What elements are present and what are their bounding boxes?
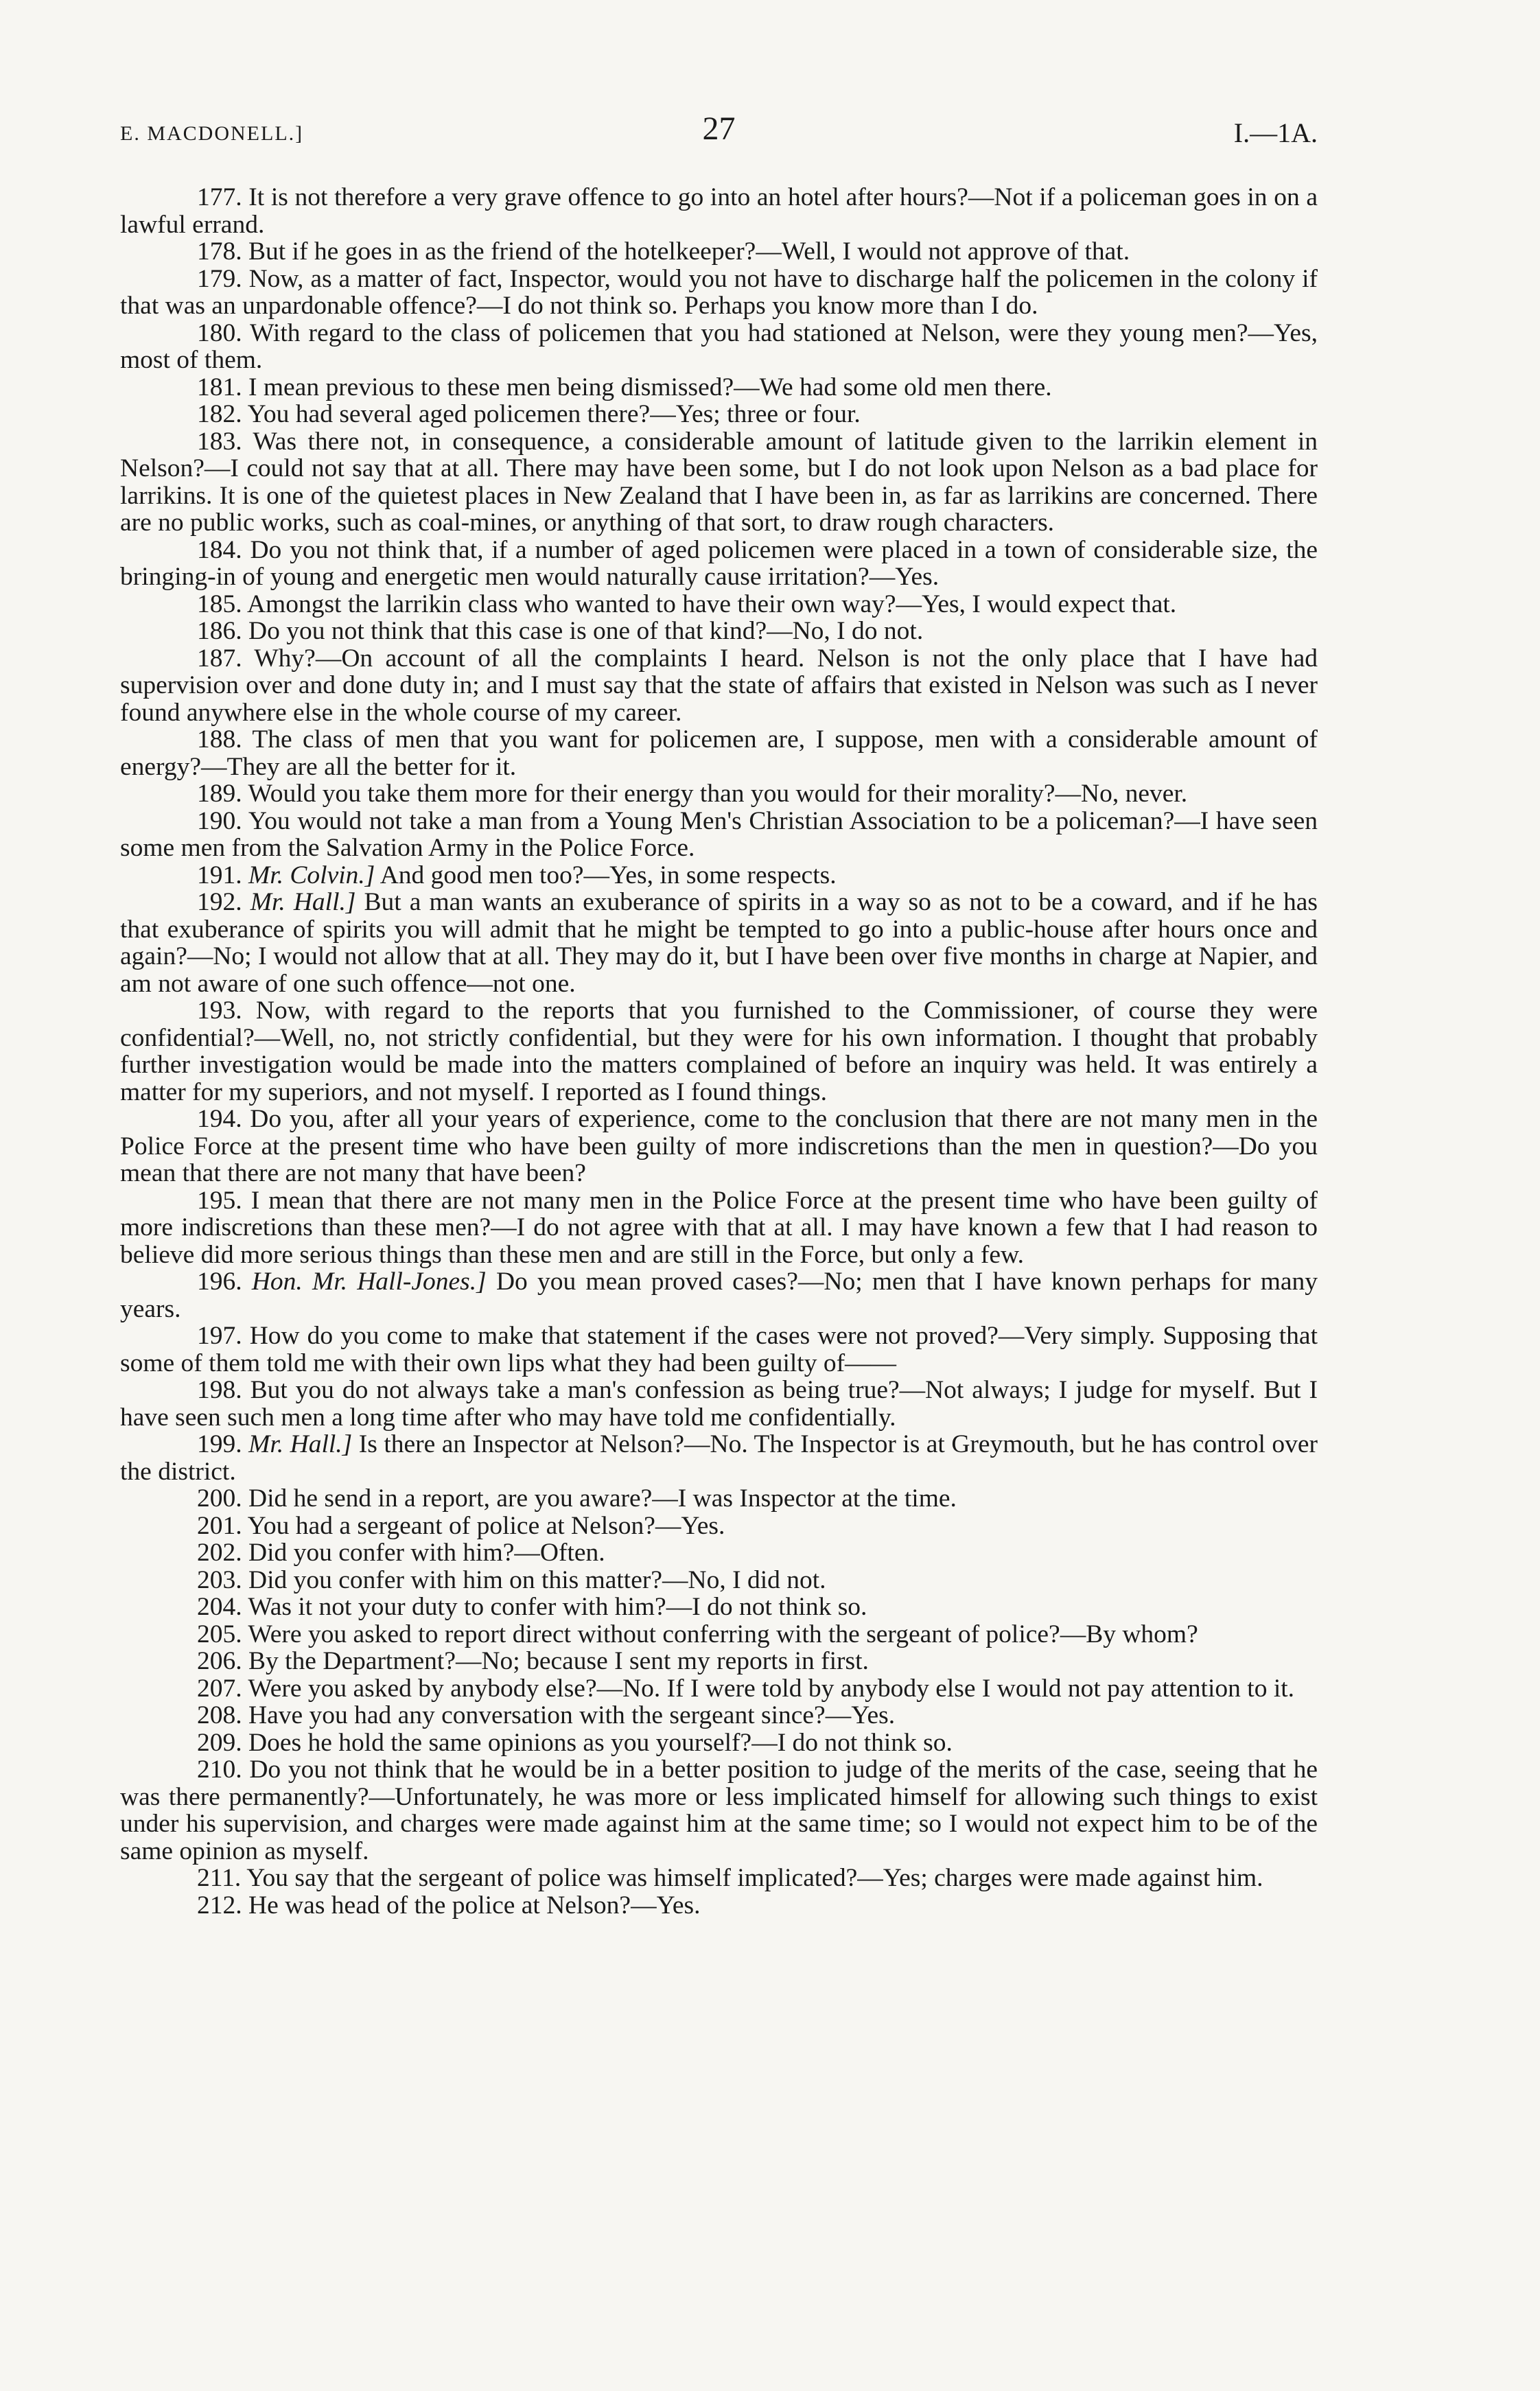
question-answer-text: Did you confer with him?—Often. — [248, 1539, 605, 1567]
question-number: 203. — [197, 1565, 242, 1594]
question-answer-text: But if he goes in as the friend of the hotelkeeper?—Well, I would not approve of that. — [248, 237, 1130, 266]
question-answer-text: You had several aged policemen there?—Yes; three or four. — [247, 400, 861, 428]
transcript-paragraph — [120, 1702, 1318, 1729]
question-answer-text: Do you not think that he would be in a better position to judge of the merits of the case, seeing that he was there permanently?—Unfortunately, he was more or less implicated himself for allowing such things to exist under his supervision, and charges were made against him at the same time; so I would not expect him to be of the same opinion as myself. — [120, 1756, 1318, 1865]
transcript-paragraph — [120, 1539, 1318, 1567]
question-answer-text: But you do not always take a man's confession as being true?—Not always; I judge for myself. But I have seen such men a long time after who may have told me confidentially. — [120, 1376, 1318, 1432]
question-number: 212. — [197, 1891, 242, 1920]
question-number: 201. — [197, 1511, 242, 1540]
question-answer-text: Do you not think that this case is one of that kind?—No, I do not. — [248, 617, 924, 645]
transcript-paragraph — [120, 1567, 1318, 1594]
question-answer-text: Have you had any conversation with the sergeant since?—Yes. — [248, 1701, 896, 1729]
question-number: 207. — [197, 1674, 242, 1703]
question-answer-text: With regard to the class of policemen that you had stationed at Nelson, were they young men?—Yes, most of them. — [120, 318, 1318, 374]
speaker-name: Mr. Hall.] — [248, 1430, 353, 1458]
question-number: 186. — [197, 617, 242, 645]
page-header — [120, 110, 1318, 158]
question-number: 183. — [197, 427, 242, 456]
question-answer-text: Do you, after all your years of experience, come to the conclusion that there are not many men in the Police Force at the present time who have been guilty of more indiscretions than the men in question?—Do you mean that there are not many that have been? — [120, 1105, 1318, 1187]
transcript-paragraph — [120, 184, 1318, 238]
question-number: 200. — [197, 1484, 242, 1513]
question-number: 188. — [197, 725, 242, 754]
transcript-paragraph — [120, 1431, 1318, 1485]
speaker-name: Mr. Colvin.] — [248, 861, 375, 889]
question-number: 191. — [197, 861, 242, 889]
speaker-name: Mr. Hall.] — [250, 888, 356, 916]
transcript-paragraph — [120, 238, 1318, 266]
question-number: 204. — [197, 1593, 242, 1621]
page-number: 27 — [702, 110, 736, 147]
question-number: 199. — [197, 1430, 242, 1458]
question-number: 206. — [197, 1647, 242, 1675]
transcript-paragraph — [120, 645, 1318, 727]
question-answer-text: You say that the sergeant of police was himself implicated?—Yes; charges were made against him. — [246, 1864, 1263, 1892]
question-answer-text: Were you asked to report direct without conferring with the sergeant of police?—By whom? — [248, 1620, 1198, 1648]
question-answer-text: I mean that there are not many men in the Police Force at the present time who have been guilty of more indiscretions than these men?—I do not agree with that at all. I may have known a few that I had reason to believe did more serious things than these men and are still in the Force, but only a few. — [120, 1186, 1318, 1269]
transcript-paragraph — [120, 1892, 1318, 1920]
question-answer-text: How do you come to make that statement if the cases were not proved?—Very simply. Supposing that some of them told me with their own lips what they had been guilty of—— — [120, 1322, 1318, 1377]
speaker-name: Hon. Mr. Hall-Jones.] — [251, 1268, 487, 1296]
transcript-paragraph — [120, 374, 1318, 401]
question-answer-text: Was it not your duty to confer with him?—I do not think so. — [248, 1593, 867, 1621]
transcript-paragraph — [120, 1377, 1318, 1431]
question-number: 202. — [197, 1539, 242, 1567]
question-number: 193. — [197, 996, 242, 1025]
question-answer-text: Does he hold the same opinions as you yourself?—I do not think so. — [248, 1728, 953, 1757]
question-answer-text: Was there not, in consequence, a considerable amount of latitude given to the larrikin element in Nelson?—I could not say that at all. There may have been some, but I do not look upon Nelson as a bad place for larrikins. It is one of the quietest places in New Zealand that I have been in, as far as larrikins are concerned. There are no public works, such as coal-mines, or anything of that sort, to draw rough characters. — [120, 427, 1318, 537]
question-number: 189. — [197, 780, 242, 808]
transcript-paragraph — [120, 862, 1318, 889]
transcript-paragraph — [120, 1594, 1318, 1621]
question-number: 194. — [197, 1105, 242, 1133]
question-answer-text: Is there an Inspector at Nelson?—No. The Inspector is at Greymouth, but he has control over the district. — [120, 1430, 1318, 1486]
transcript-paragraph — [120, 1865, 1318, 1892]
question-answer-text: Why?—On account of all the complaints I heard. Nelson is not the only place that I have had supervision over and done duty in; and I must say that the state of affairs that existed in Nelson was such as I never found anywhere else in the whole course of my career. — [120, 644, 1318, 727]
question-answer-text: I mean previous to these men being dismissed?—We had some old men there. — [248, 373, 1052, 401]
question-number: 178. — [197, 237, 242, 266]
question-number: 209. — [197, 1728, 242, 1757]
transcript-paragraph — [120, 401, 1318, 428]
question-answer-text: Were you asked by anybody else?—No. If I were told by anybody else I would not pay attention to it. — [248, 1674, 1295, 1703]
question-answer-text: Would you take them more for their energy than you would for their morality?—No, never. — [248, 780, 1188, 808]
transcript-paragraph — [120, 1106, 1318, 1187]
transcript-paragraph — [120, 1322, 1318, 1377]
question-number: 196. — [197, 1268, 242, 1296]
transcript-paragraph — [120, 1648, 1318, 1675]
transcript-paragraph — [120, 997, 1318, 1106]
question-number: 208. — [197, 1701, 242, 1729]
question-answer-text: Now, with regard to the reports that you furnished to the Commissioner, of course they were confidential?—Well, no, not strictly confidential, but they were for his own information. I thought that probably further investigation would be made into the matters complained of before an inquiry was held. It was entirely a matter for my superiors, and not myself. I reported as I found things. — [120, 996, 1318, 1106]
question-answer-text: By the Department?—No; because I sent my reports in first. — [248, 1647, 869, 1675]
transcript-paragraph — [120, 428, 1318, 537]
transcript-paragraph — [120, 1675, 1318, 1703]
question-answer-text: It is not therefore a very grave offence to go into an hotel after hours?—Not if a policeman goes in on a lawful errand. — [120, 183, 1318, 239]
transcript-paragraph — [120, 1268, 1318, 1322]
transcript-paragraph — [120, 1187, 1318, 1269]
question-answer-text: And good men too?—Yes, in some respects. — [380, 861, 837, 889]
question-number: 198. — [197, 1376, 242, 1404]
transcript-paragraph — [120, 591, 1318, 618]
question-answer-text: Did he send in a report, are you aware?—I was Inspector at the time. — [248, 1484, 957, 1513]
transcript-paragraph — [120, 1729, 1318, 1757]
question-number: 182. — [197, 400, 242, 428]
question-number: 197. — [197, 1322, 242, 1350]
question-answer-text: Do you not think that, if a number of aged policemen were placed in a town of considerable size, the bringing-in of young and energetic men would naturally cause irritation?—Yes. — [120, 535, 1318, 591]
transcript-paragraph — [120, 537, 1318, 591]
question-number: 190. — [197, 806, 242, 835]
question-number: 192. — [197, 888, 242, 916]
transcript-paragraph — [120, 780, 1318, 808]
question-number: 181. — [197, 373, 242, 401]
question-answer-text: He was head of the police at Nelson?—Yes. — [248, 1891, 701, 1920]
transcript-paragraph — [120, 618, 1318, 645]
question-number: 187. — [197, 644, 242, 673]
question-number: 211. — [197, 1864, 242, 1892]
transcript-paragraph — [120, 266, 1318, 320]
transcript-paragraph — [120, 1621, 1318, 1648]
question-answer-text: But a man wants an exuberance of spirits in a way so as not to be a coward, and if he has that exuberance of spirits you will admit that he might be tempted to go into a public-house after hours once and again?—No; I would not allow that at all. They may do it, but I have been over five months in charge at Napier, and am not aware of one such offence—not one. — [120, 888, 1318, 998]
transcript-body — [120, 184, 1318, 1919]
question-number: 184. — [197, 535, 242, 564]
transcript-paragraph — [120, 808, 1318, 862]
question-answer-text: Do you mean proved cases?—No; men that I have known perhaps for many years. — [120, 1268, 1318, 1323]
transcript-paragraph — [120, 1513, 1318, 1540]
question-number: 185. — [197, 590, 242, 618]
question-number: 195. — [197, 1186, 242, 1215]
question-number: 177. — [197, 183, 242, 211]
transcript-paragraph — [120, 889, 1318, 997]
question-answer-text: You had a sergeant of police at Nelson?—Yes. — [247, 1511, 725, 1540]
question-number: 180. — [197, 318, 242, 347]
question-answer-text: Now, as a matter of fact, Inspector, would you not have to discharge half the policemen in the colony if that was an unpardonable offence?—I do not think so. Perhaps you know more than I do. — [120, 264, 1318, 320]
header-witness-name: E. MACDONELL.] — [120, 122, 304, 145]
transcript-paragraph — [120, 1756, 1318, 1865]
question-answer-text: You would not take a man from a Young Men's Christian Association to be a policeman?—I have seen some men from the Salvation Army in the Police Force. — [120, 806, 1318, 862]
question-answer-text: Did you confer with him on this matter?—No, I did not. — [248, 1565, 826, 1594]
question-number: 205. — [197, 1620, 242, 1648]
header-paper-reference: I.—1A. — [1233, 117, 1318, 148]
question-number: 210. — [197, 1756, 242, 1784]
question-number: 179. — [197, 264, 242, 293]
question-answer-text: Amongst the larrikin class who wanted to have their own way?—Yes, I would expect that. — [246, 590, 1177, 618]
transcript-paragraph — [120, 1485, 1318, 1513]
transcript-paragraph — [120, 320, 1318, 374]
transcript-paragraph — [120, 726, 1318, 780]
question-answer-text: The class of men that you want for policemen are, I suppose, men with a considerable amount of energy?—They are all the better for it. — [120, 725, 1318, 781]
